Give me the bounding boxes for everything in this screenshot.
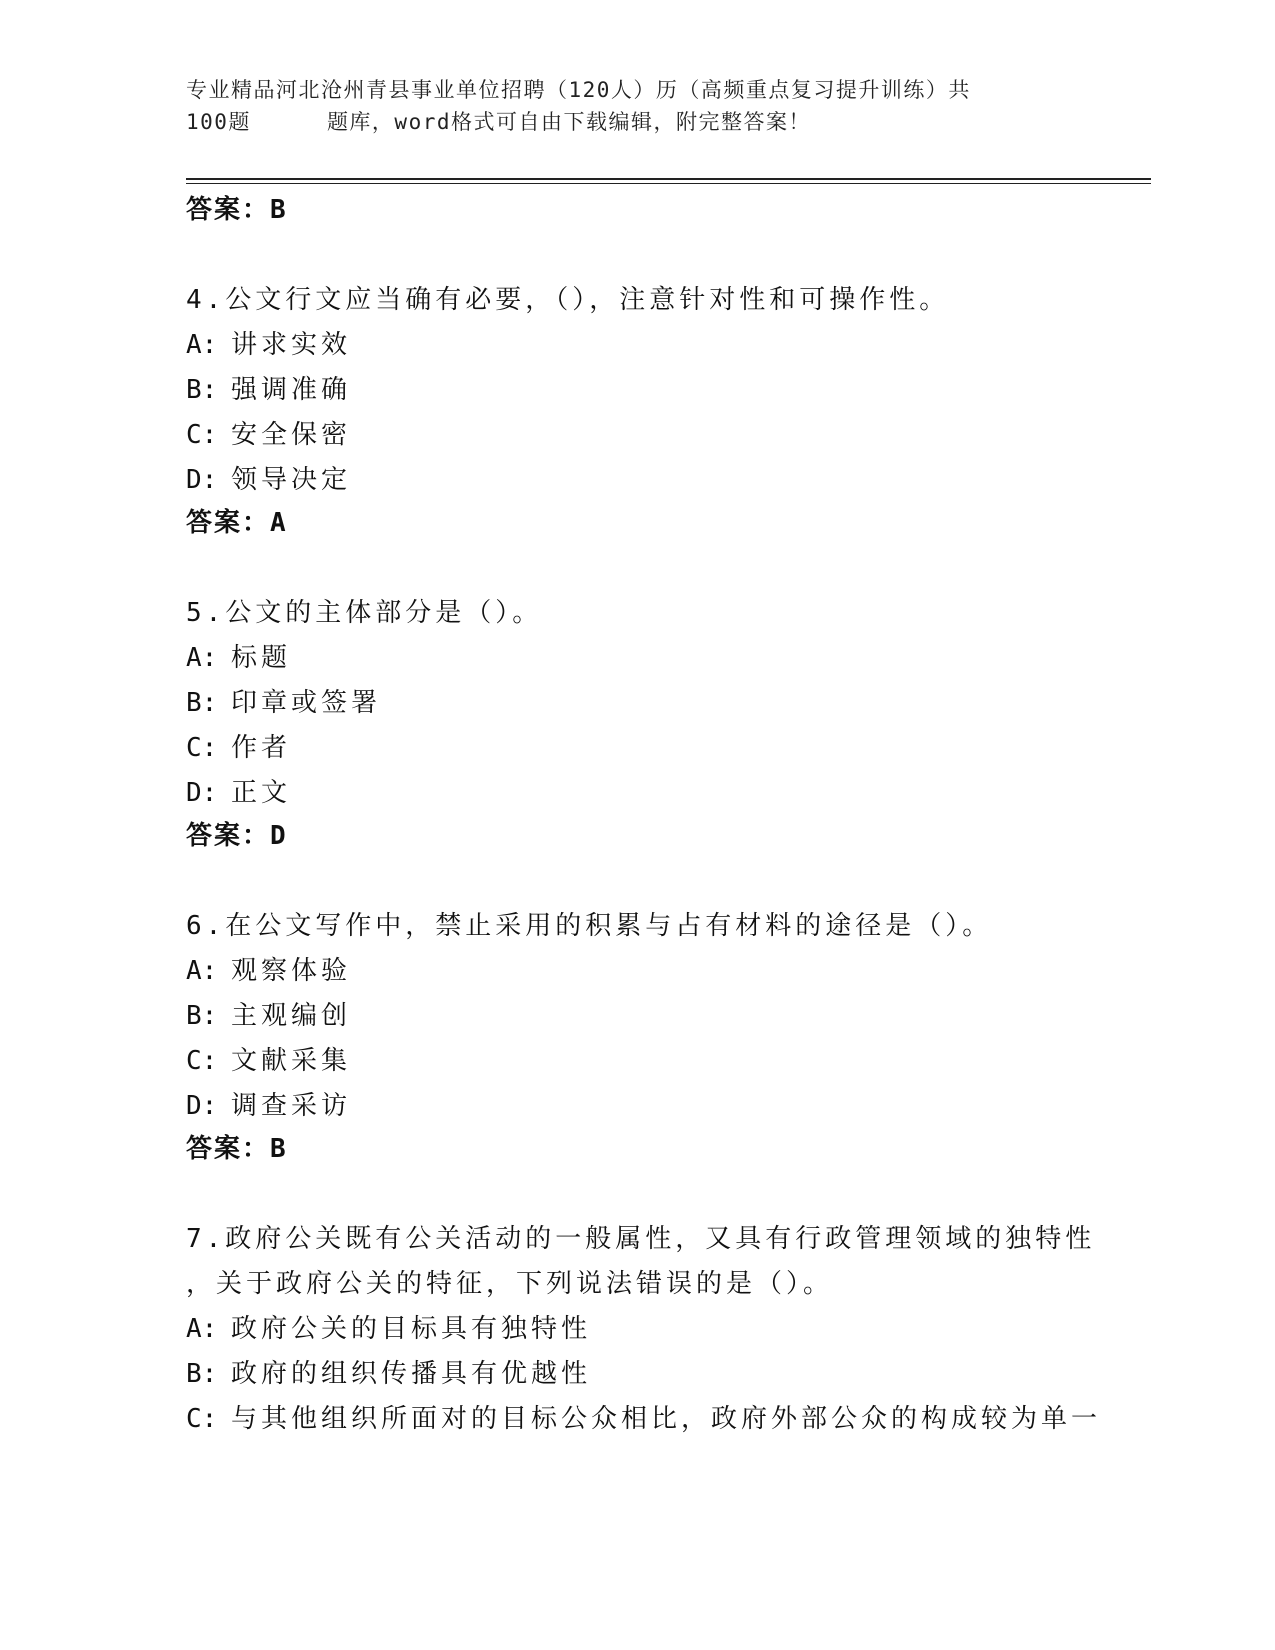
option-key: A: (186, 643, 218, 673)
option-key: A: (186, 330, 218, 360)
question-text: 4.公文行文应当确有必要，（），注意针对性和可操作性。 (186, 285, 950, 315)
option-key: C: (186, 733, 218, 763)
question-4 (186, 278, 1146, 543)
option-b (186, 368, 1146, 413)
header-divider-thin (186, 183, 1151, 184)
option-d (186, 1084, 1146, 1129)
header-divider-thick (186, 178, 1151, 180)
option-text: 强调准确 (231, 375, 352, 405)
option-d (186, 771, 1146, 816)
document-header (186, 74, 1086, 138)
option-key: A: (186, 956, 218, 986)
question-7 (186, 1217, 1146, 1442)
header-title-line-2 (186, 106, 1086, 138)
option-text: 领导决定 (231, 465, 352, 495)
option-text: 讲求实效 (231, 330, 352, 360)
option-key: D: (186, 465, 218, 495)
option-key: B: (186, 375, 218, 405)
option-c (186, 413, 1146, 458)
option-text: 印章或签署 (231, 688, 382, 718)
answer: 答案：A (186, 508, 288, 538)
answer: 答案：B (186, 1134, 288, 1164)
option-b (186, 994, 1146, 1039)
option-text: 主观编创 (231, 1001, 352, 1031)
option-c (186, 1397, 1146, 1442)
document-body (186, 190, 1146, 1442)
option-text: 文献采集 (231, 1046, 352, 1076)
option-b (186, 1352, 1146, 1397)
option-text: 政府公关的目标具有独特性 (231, 1314, 592, 1344)
option-text: 作者 (231, 733, 292, 763)
header-title-line-1: 专业精品河北沧州青县事业单位招聘（120人）历（高频重点复习提升训练）共 (186, 78, 971, 102)
option-c (186, 1039, 1146, 1084)
previous-question-answer: 答案：B (186, 195, 288, 225)
option-text: 政府的组织传播具有优越性 (231, 1359, 592, 1389)
option-text: 观察体验 (231, 956, 352, 986)
option-text: 正文 (231, 778, 292, 808)
option-a (186, 949, 1146, 994)
option-key: C: (186, 1404, 218, 1434)
question-5 (186, 591, 1146, 856)
header-question-count: 100题 (186, 110, 251, 134)
option-key: B: (186, 1359, 218, 1389)
option-a (186, 323, 1146, 368)
question-6 (186, 904, 1146, 1169)
option-key: C: (186, 420, 218, 450)
question-text: 6.在公文写作中，禁止采用的积累与占有材料的途径是（）。 (186, 911, 993, 941)
question-text: 5.公文的主体部分是（）。 (186, 598, 543, 628)
option-text: 安全保密 (231, 420, 352, 450)
option-key: C: (186, 1046, 218, 1076)
option-key: B: (186, 1001, 218, 1031)
answer: 答案：D (186, 821, 288, 851)
option-text: 调查采访 (231, 1091, 352, 1121)
option-a (186, 1307, 1146, 1352)
option-text: 与其他组织所面对的目标公众相比，政府外部公众的构成较为单一 (231, 1404, 1102, 1434)
option-a (186, 636, 1146, 681)
question-text-line-1: 7.政府公关既有公关活动的一般属性，又具有行政管理领域的独特性 (186, 1224, 1096, 1254)
option-text: 标题 (231, 643, 292, 673)
header-format-note: 题库，word格式可自由下载编辑，附完整答案！ (326, 110, 812, 134)
option-key: D: (186, 1091, 218, 1121)
option-key: D: (186, 778, 218, 808)
option-d (186, 458, 1146, 503)
option-b (186, 681, 1146, 726)
option-key: B: (186, 688, 218, 718)
option-c (186, 726, 1146, 771)
question-text-line-2: ，关于政府公关的特征，下列说法错误的是（）。 (186, 1269, 834, 1299)
option-key: A: (186, 1314, 218, 1344)
